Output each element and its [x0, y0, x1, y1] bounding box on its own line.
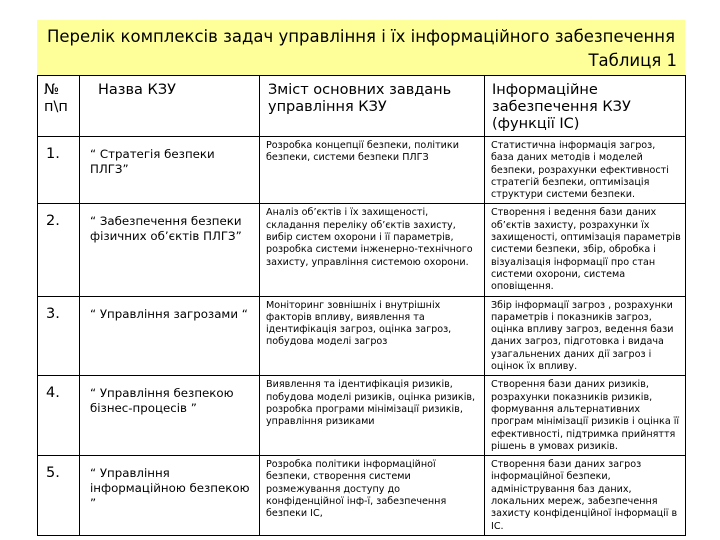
row-number: 2. [38, 204, 80, 296]
row-number: 3. [38, 296, 80, 376]
row-content: Розробка концепції безпеки, політики безпеки, системи безпеки ПЛГЗ [260, 137, 485, 204]
row-number: 5. [38, 456, 80, 536]
row-number: 1. [38, 137, 80, 204]
header-row [38, 76, 686, 137]
row-number: 4. [38, 376, 80, 456]
title-band [37, 20, 685, 75]
header-number: № п\п [38, 76, 80, 137]
table-row [38, 456, 686, 536]
row-name: “ Управління інформаційною безпекою ” [80, 456, 260, 536]
row-name: “ Забезпечення безпеки фізичних об’єктів ПЛГЗ” [80, 204, 260, 296]
table-row [38, 204, 686, 296]
row-info: Створення і ведення бази даних об’єктів захисту, розрахунки їх захищеності, оптимізація параметрів системи безпеки, збір, обробка і візуалізація інформації про стан системи охорони, система оповіщення. [485, 204, 686, 296]
row-name: “ Управління загрозами “ [80, 296, 260, 376]
table-title: Перелік комплексів задач управління і їх інформаційного забезпечення [46, 27, 676, 46]
row-content: Моніторинг зовнішніх і внутрішніх факторів впливу, виявлення та ідентифікація загроз, оцінка загроз, побудова моделі загроз [260, 296, 485, 376]
row-name: “ Стратегія безпеки ПЛГЗ” [80, 137, 260, 204]
table-row [38, 137, 686, 204]
row-content: Розробка політики інформаційної безпеки, створення системи розмежування доступу до конфіденційної інф-ї, забезпечення безпеки ІС, [260, 456, 485, 536]
header-content: Зміст основних завдань управління КЗУ [260, 76, 485, 137]
row-content: Аналіз об’єктів і їх захищеності, складання переліку об’єктів захисту, вибір систем охорони і її параметрів, розробка системи інженерно-технічного захисту, управління системою охорони. [260, 204, 485, 296]
table-row [38, 296, 686, 376]
row-info: Статистична інформація загроз, база даних методів і моделей безпеки, розрахунки ефективності стратегій безпеки, оптимізація структури системи безпеки. [485, 137, 686, 204]
table-number: Таблиця 1 [588, 51, 677, 70]
row-info: Створення бази даних ризиків, розрахунки показників ризиків, формування альтернативних програм мінімізації ризиків і оцінка її ефективності, підтримка прийняття рішень в умовах ризиків. [485, 376, 686, 456]
header-info: Інформаційне забезпечення КЗУ (функції ІС) [485, 76, 686, 137]
row-info: Створення бази даних загроз інформаційної безпеки, адміністрування баз даних, локальних мереж, забезпечення захисту конфіденційної інформації в ІС. [485, 456, 686, 536]
row-name: “ Управління безпекою бізнес-процесів ” [80, 376, 260, 456]
tasks-table [37, 75, 686, 536]
table-row [38, 376, 686, 456]
row-content: Виявлення та ідентифікація ризиків, побудова моделі ризиків, оцінка ризиків, розробка програми мінімізації ризиків, управління ризиками [260, 376, 485, 456]
header-name: Назва КЗУ [80, 76, 260, 137]
row-info: Збір інформації загроз , розрахунки параметрів і показників загроз, оцінка впливу загроз, ведення бази даних загроз, підготовка і видача узагальнених даних дії загроз і оцінок їх впливу. [485, 296, 686, 376]
